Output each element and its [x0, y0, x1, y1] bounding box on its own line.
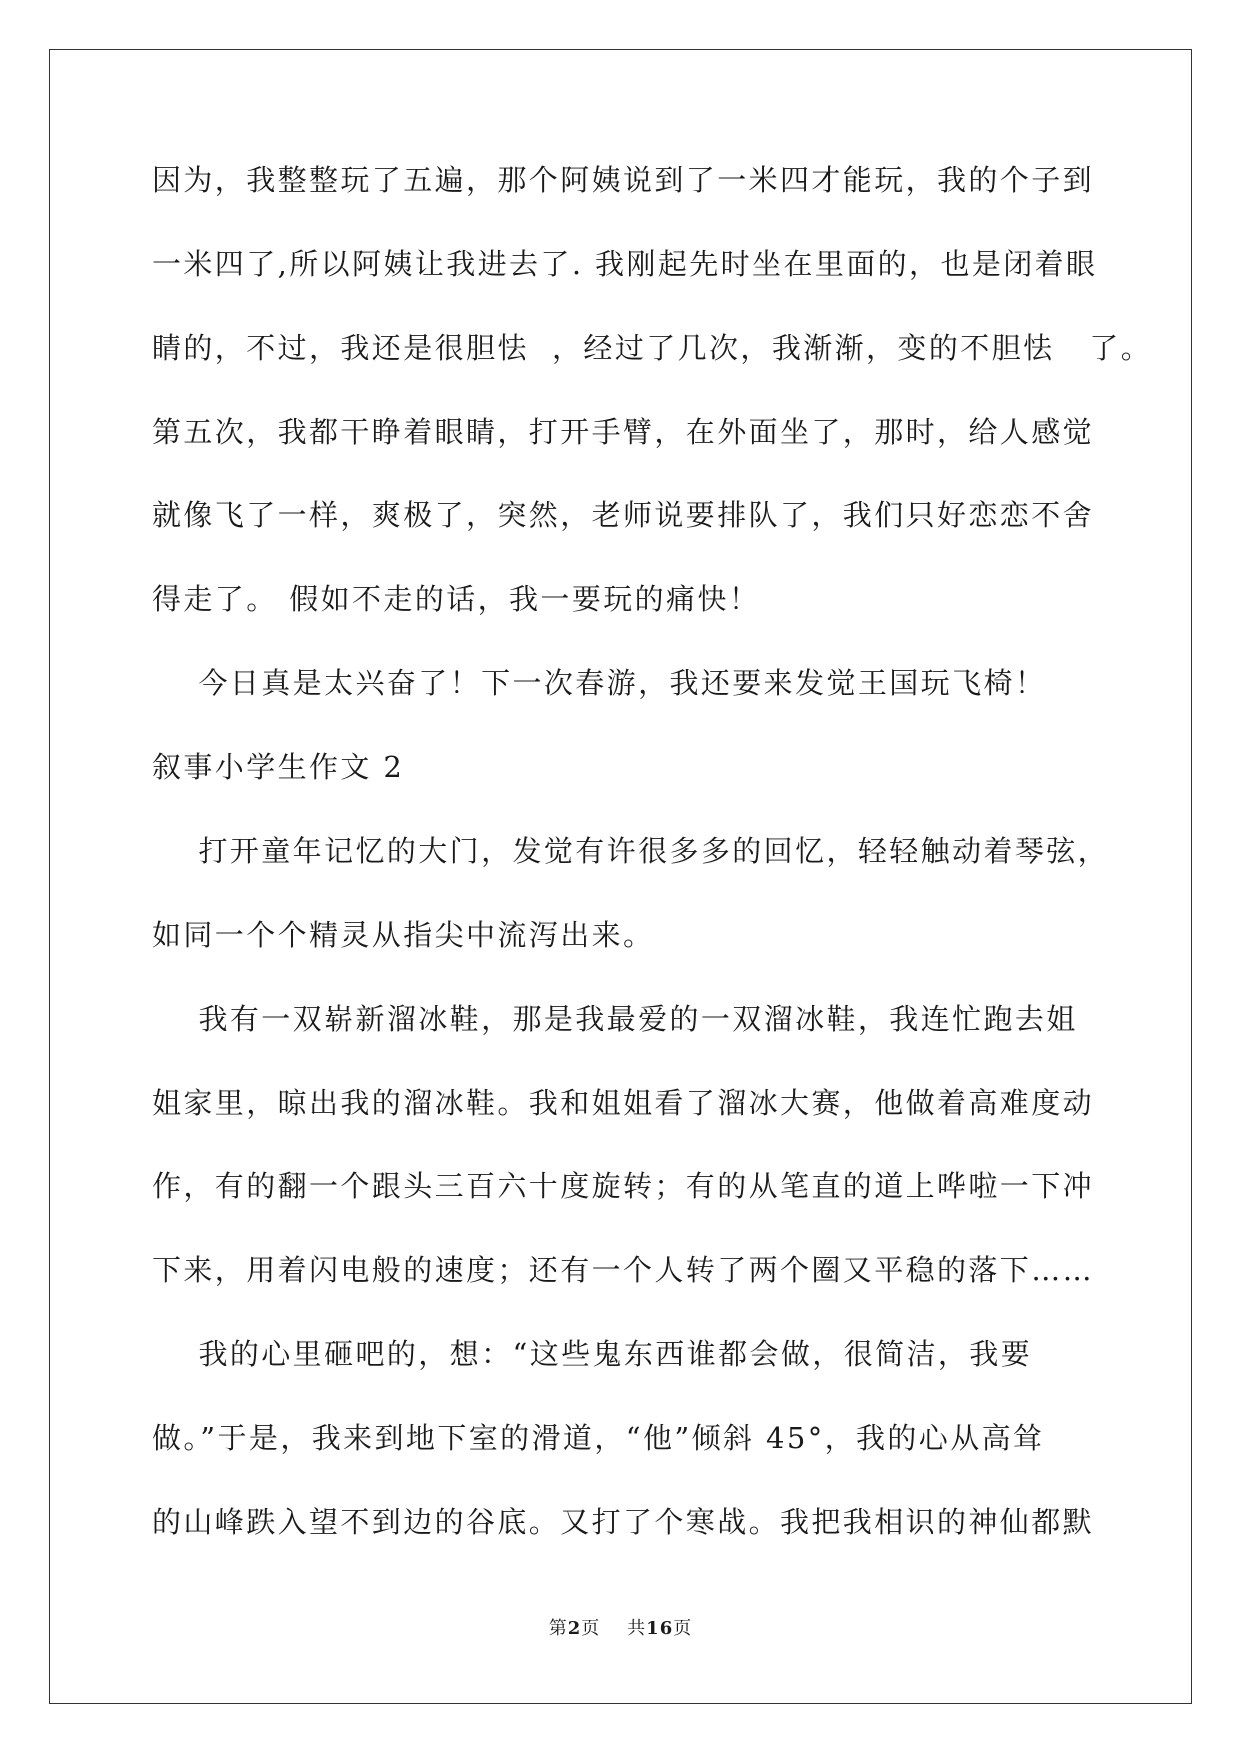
section-heading: 叙事小学生作文 2: [152, 750, 405, 784]
text-line: 得走了。 假如不走的话，我一要玩的痛快！: [152, 582, 761, 616]
text-line: 第五次，我都干睁着眼睛，打开手臂，在外面坐了，那时，给人感觉: [152, 415, 1095, 449]
text-line: 一米四了,所以阿姨让我进去了. 我刚起先时坐在里面的，也是闭着眼: [152, 247, 1098, 281]
text-line: 今日真是太兴奋了！下一次春游，我还要来发觉王国玩飞椅！: [152, 666, 1047, 700]
text-line: 作，有的翻一个跟头三百六十度旋转；有的从笔直的道上哗啦一下冲: [152, 1169, 1095, 1203]
text-line: 我有一双崭新溜冰鞋，那是我最爱的一双溜冰鞋，我连忙跑去姐: [152, 1002, 1078, 1036]
page-footer: [0, 1617, 1241, 1641]
text-line: 下来，用着闪电般的速度；还有一个人转了两个圈又平稳的落下……: [152, 1253, 1095, 1287]
text-line: 睛的，不过，我还是很胆怯 ，经过了几次，我渐渐，变的不胆怯 了。: [152, 331, 1153, 365]
text-line: 因为，我整整玩了五遍，那个阿姨说到了一米四才能玩，我的个子到: [152, 163, 1095, 197]
total-pages: 16: [646, 1618, 674, 1639]
text-line: 打开童年记忆的大门，发觉有许很多多的回忆，轻轻触动着琴弦，: [152, 834, 1110, 868]
page-suffix: 页: [581, 1618, 601, 1639]
text-line: 姐家里，晾出我的溜冰鞋。我和姐姐看了溜冰大赛，他做着高难度动: [152, 1086, 1095, 1120]
text-line: 如同一个个精灵从指尖中流泻出来。: [152, 918, 655, 952]
total-suffix: 页: [673, 1618, 693, 1639]
total-prefix: 共: [627, 1618, 647, 1639]
text-line: 我的心里砸吧的，想：“这些鬼东西谁都会做，很简洁，我要: [152, 1337, 1033, 1371]
page-prefix: 第: [548, 1618, 568, 1639]
text-line: 做。”于是，我来到地下室的滑道，“他”倾斜 45°，我的心从高耸: [152, 1421, 1045, 1455]
text-line: 的山峰跌入望不到边的谷底。又打了个寒战。我把我相识的神仙都默: [152, 1505, 1095, 1539]
page-number: 2: [567, 1618, 582, 1639]
text-line: 就像飞了一样，爽极了，突然，老师说要排队了，我们只好恋恋不舍: [152, 498, 1095, 532]
